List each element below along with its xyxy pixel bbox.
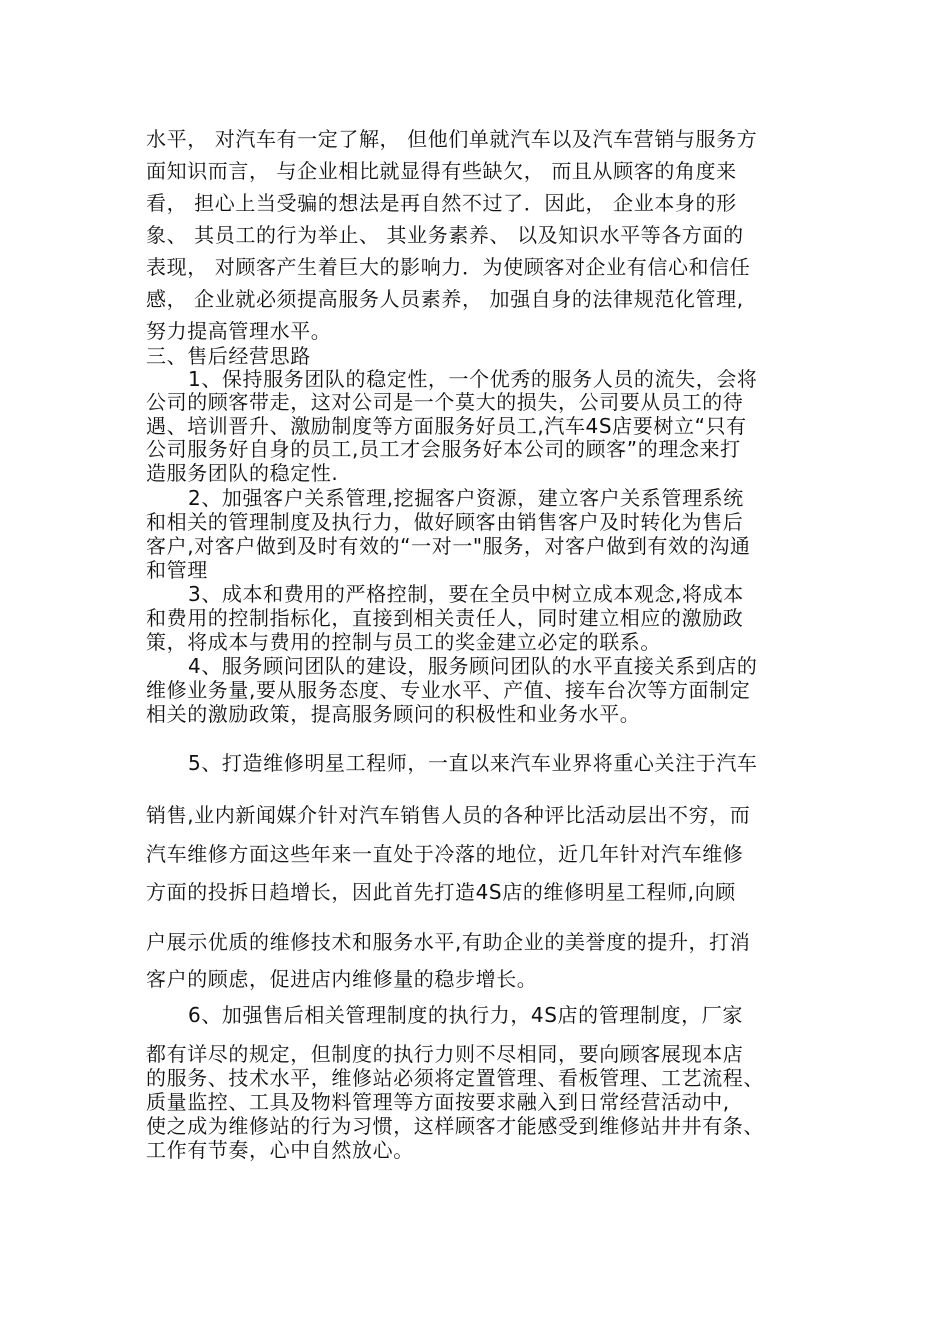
text-line: 方面的投拆日趋增长，因此首先打造4S店的维修明星工程师,向顾 <box>146 880 736 904</box>
text-line: 4、服务顾问团队的建设，服务顾问团队的水平直接关系到店的 <box>188 654 758 678</box>
text-line: 和管理 <box>146 558 208 582</box>
text-line: 都有详尽的规定，但制度的执行力则不尽相同，要向顾客展现本店 <box>146 1042 744 1066</box>
text-line: 的服务、技术水平，维修站必须将定置管理、看板管理、工艺流程、 <box>146 1066 764 1090</box>
text-line: 和费用的控制指标化，直接到相关责任人，同时建立相应的激励政 <box>146 606 744 630</box>
text-line: 表现， 对顾客产生着巨大的影响力．为使顾客对企业有信心和信任 <box>146 255 751 279</box>
text-line: 公司的顾客带走，这对公司是一个莫大的损失，公司要从员工的待 <box>146 390 744 414</box>
text-line: 6、加强售后相关管理制度的执行力，4S店的管理制度，厂家 <box>188 1003 743 1027</box>
text-line: 客户,对客户做到及时有效的“一对一"服务，对客户做到有效的沟通 <box>146 534 751 558</box>
text-line: 2、加强客户关系管理,挖掘客户资源，建立客户关系管理系统 <box>188 486 744 510</box>
text-line: 使之成为维修站的行为习惯，这样顾客才能感受到维修站井井有条、 <box>146 1114 764 1138</box>
text-line: 象、 其员工的行为举止、 其业务素养、 以及知识水平等各方面的 <box>146 223 744 247</box>
text-line: 看， 担心上当受骗的想法是再自然不过了．因此， 企业本身的形 <box>146 191 737 215</box>
text-line: 策，将成本与费用的控制与员工的奖金建立必定的联系。 <box>146 630 661 654</box>
text-line: 工作有节奏，心中自然放心。 <box>146 1138 414 1162</box>
text-line: 和相关的管理制度及执行力，做好顾客由销售客户及时转化为售后 <box>146 510 744 534</box>
text-line: 面知识而言， 与企业相比就显得有些缺欠， 而且从顾客的角度来 <box>146 159 737 183</box>
text-line: 客户的顾虑，促进店内维修量的稳步增长。 <box>146 967 538 991</box>
text-line: 遇、培训晋升、激励制度等方面服务好员工,汽车4S店要树立“只有 <box>146 414 747 438</box>
text-line: 维修业务量,要从服务态度、专业水平、产值、接车台次等方面制定 <box>146 678 751 702</box>
text-line: 3、成本和费用的严格控制，要在全员中树立成本观念,将成本 <box>188 582 744 606</box>
text-line: 造服务团队的稳定性. <box>146 461 339 485</box>
text-line: 努力提高管理水平。 <box>146 319 332 343</box>
text-line: 公司服务好自身的员工,员工才会服务好本公司的顾客”的理念来打 <box>146 437 741 461</box>
text-line: 销售,业内新闻媒介针对汽车销售人员的各种评比活动层出不穷，而 <box>146 803 751 827</box>
text-line: 相关的激励政策，提高服务顾问的积极性和业务水平。 <box>146 702 641 726</box>
text-line: 1、保持服务团队的稳定性，一个优秀的服务人员的流失，会将 <box>188 367 758 391</box>
text-line: 感， 企业就必须提高服务人员素养， 加强自身的法律规范化管理, <box>146 287 744 311</box>
text-line: 户展示优质的维修技术和服务水平,有助企业的美誉度的提升，打消 <box>146 930 751 954</box>
text-line: 汽车维修方面这些年来一直处于冷落的地位，近几年针对汽车维修 <box>146 842 744 866</box>
text-line: 水平， 对汽车有一定了解， 但他们单就汽车以及汽车营销与服务方 <box>146 127 758 151</box>
section-heading: 三、售后经营思路 <box>146 344 311 368</box>
text-line: 质量监控、工具及物料管理等方面按要求融入到日常经营活动中, <box>146 1090 730 1114</box>
text-line: 5、打造维修明星工程师，一直以来汽车业界将重心关注于汽车 <box>188 751 758 775</box>
